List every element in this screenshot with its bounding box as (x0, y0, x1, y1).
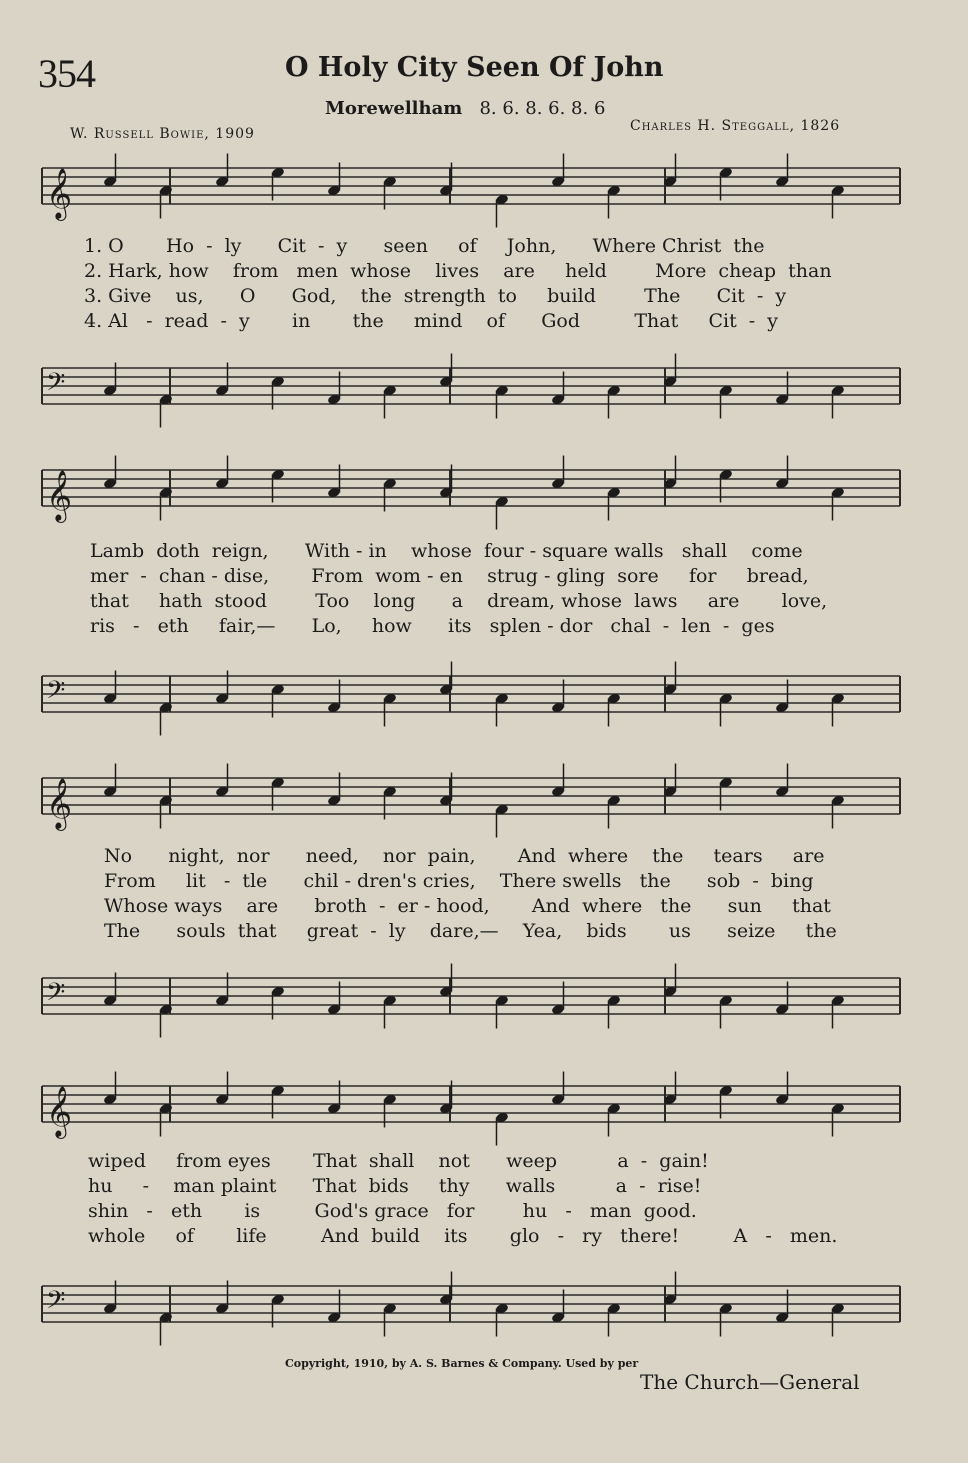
author: W. Russell Bowie, 1909 (70, 126, 255, 142)
treble-clef-icon: 𝄞 (46, 470, 73, 521)
lyrics-system-4-verse-3: shin - eth is God's grace for hu - man good. (88, 1200, 697, 1222)
treble-staff-1 (0, 160, 968, 220)
treble-clef-icon: 𝄞 (46, 1086, 73, 1137)
treble-staff-3 (0, 770, 968, 830)
tune-line (325, 98, 605, 119)
meter: 8. 6. 8. 6. 8. 6 (479, 98, 606, 119)
bass-staff-4 (0, 1278, 968, 1338)
hymn-title: O Holy City Seen Of John (285, 52, 664, 83)
treble-clef-icon: 𝄞 (46, 778, 73, 829)
lyrics-system-1-verse-2: 2. Hark, how from men whose lives are held More cheap than (84, 260, 832, 282)
bass-clef-icon: 𝄢 (46, 368, 66, 403)
tune-name: Morewellham (325, 98, 463, 119)
bass-staff-1 (0, 360, 968, 420)
lyrics-system-3-verse-2: From lit - tle chil - dren's cries, There swells the sob - bing (104, 870, 814, 892)
section-label: The Church—General (640, 1370, 860, 1394)
bass-staff-3 (0, 970, 968, 1030)
lyrics-system-4-verse-1: wiped from eyes That shall not weep a - gain! (88, 1150, 709, 1172)
lyrics-system-4-verse-4: whole of life And build its glo - ry there! A - men. (88, 1225, 838, 1247)
lyrics-system-1-verse-4: 4. Al - read - y in the mind of God That Cit - y (84, 310, 779, 332)
bass-staff-2 (0, 668, 968, 728)
lyrics-system-1-verse-3: 3. Give us, O God, the strength to build The Cit - y (84, 285, 787, 307)
lyrics-system-3-verse-3: Whose ways are broth - er - hood, And where the sun that (104, 895, 831, 917)
bass-clef-icon: 𝄢 (46, 978, 66, 1013)
lyrics-system-1-verse-1: 1. O Ho - ly Cit - y seen of John, Where Christ the (84, 235, 765, 257)
lyrics-system-4-verse-2: hu - man plaint That bids thy walls a - rise! (88, 1175, 702, 1197)
lyrics-system-2-verse-2: mer - chan - dise, From wom - en strug - gling sore for bread, (90, 565, 809, 587)
bass-clef-icon: 𝄢 (46, 1286, 66, 1321)
copyright-notice: Copyright, 1910, by A. S. Barnes & Company. Used by per (285, 1357, 639, 1370)
treble-staff-4 (0, 1078, 968, 1138)
lyrics-system-2-verse-4: ris - eth fair,— Lo, how its splen - dor chal - len - ges (90, 615, 775, 637)
hymn-number: 354 (38, 51, 95, 96)
lyrics-system-3-verse-1: No night, nor need, nor pain, And where the tears are (104, 845, 825, 867)
bass-clef-icon: 𝄢 (46, 676, 66, 711)
treble-clef-icon: 𝄞 (46, 168, 73, 219)
treble-staff-2 (0, 462, 968, 522)
lyrics-system-2-verse-3: that hath stood Too long a dream, whose laws are love, (90, 590, 828, 612)
lyrics-system-2-verse-1: Lamb doth reign, With - in whose four - square walls shall come (90, 540, 803, 562)
lyrics-system-3-verse-4: The souls that great - ly dare,— Yea, bids us seize the (104, 920, 837, 942)
composer: Charles H. Steggall, 1826 (630, 118, 841, 134)
